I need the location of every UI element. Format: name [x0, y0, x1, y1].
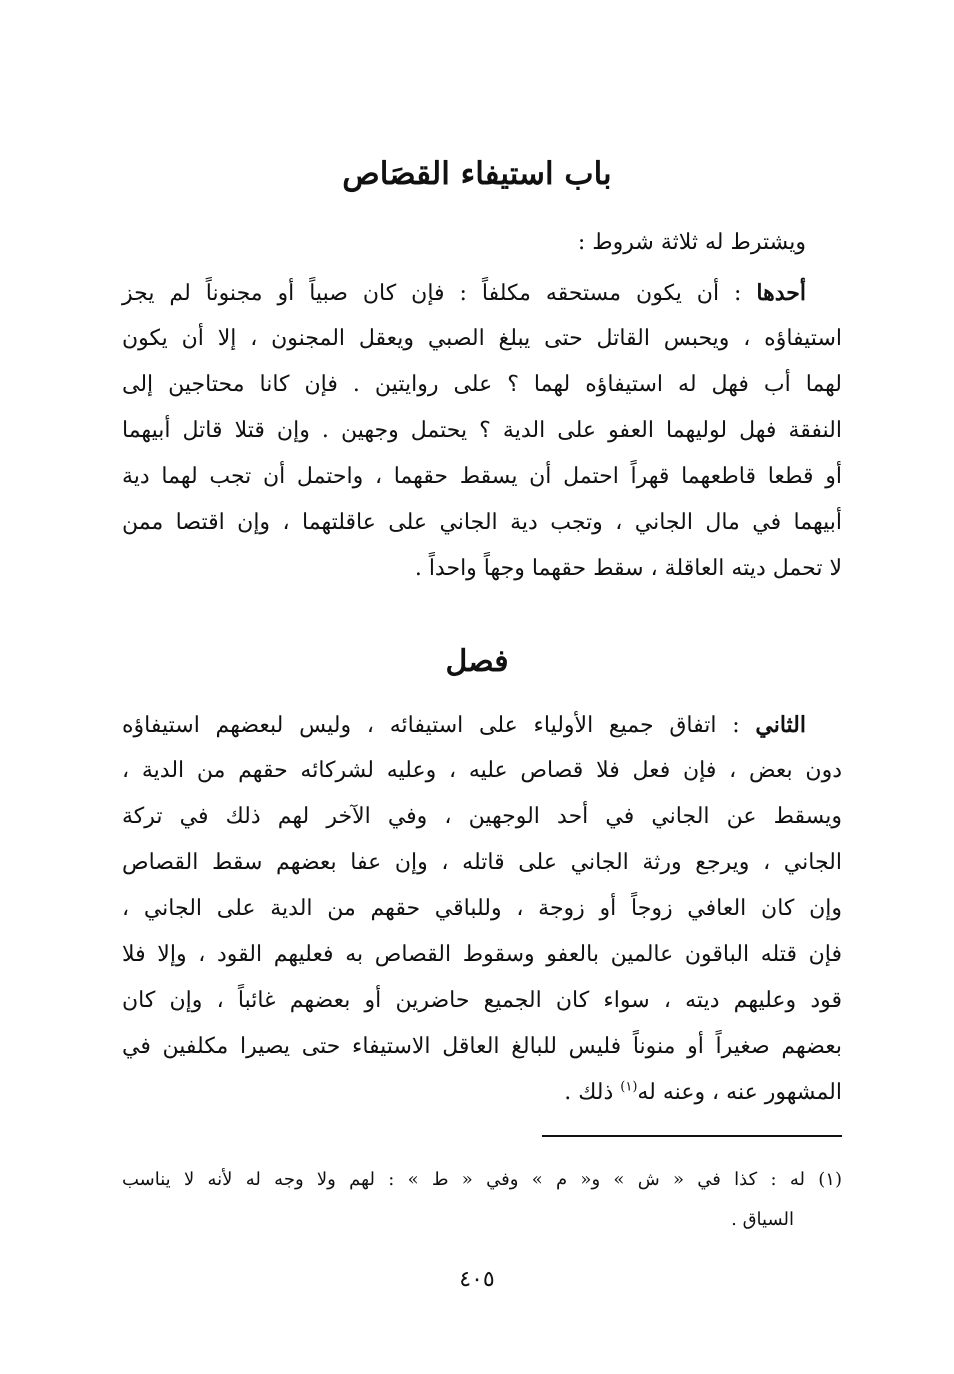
paragraph-line [122, 702, 842, 748]
paragraph-first-condition [122, 270, 842, 592]
footnote-reference: (١) [620, 1079, 638, 1095]
footnote-line: السياق . [731, 1209, 794, 1230]
footnote [122, 1160, 842, 1240]
paragraph-line-text: : اتفاق جميع الأولياء على استيفائه ، وليس لبعضهم استيفاؤه [122, 713, 756, 738]
chapter-title: باب استيفاء القصَاص [342, 156, 612, 192]
paragraph-line-text: : أن يكون مستحقه مكلفاً : فإن كان صبياً أو مجنوناً لم يجز [122, 281, 757, 306]
paragraph-line: بعضهم صغيراً أو منوناً فليس للبالغ العاقل الاستيفاء حتى يصيرا مكلفين في [122, 1034, 842, 1059]
page-number: ٤٠٥ [459, 1267, 495, 1292]
paragraph-line: أو قطعا قاطعهما قهراً احتمل أن يسقط حقهما ، واحتمل أن تجب لهما دية [122, 464, 842, 489]
paragraph-line-text: المشهور عنه ، وعنه له [637, 1080, 842, 1105]
paragraph-line: استيفاؤه ، ويحبس القاتل حتى يبلغ الصبي ويعقل المجنون ، إلا أن يكون [122, 326, 842, 351]
paragraph-second-condition [122, 702, 842, 1116]
section-heading: فصل [445, 644, 509, 679]
paragraph-line: ويسقط عن الجاني في أحد الوجهين ، وفي الآخر لهم ذلك في تركة [122, 804, 842, 829]
paragraph-line: دون بعض ، فإن فعل فلا قصاص عليه ، وعليه لشركائه حقهم من الدية ، [122, 758, 842, 783]
paragraph-line-text: ذلك . [564, 1080, 621, 1105]
paragraph-line: لهما أب فهل له استيفاؤه لهما ؟ على روايتين . فإن كانا محتاجين إلى [122, 372, 842, 397]
paragraph-line: وإن كان العافي زوجاً أو زوجة ، وللباقي حقهم من الدية على الجاني ، [122, 896, 842, 921]
footnote-line: (١) له : كذا في « ش » و« م » وفي « ط » : لهم ولا وجه له لأنه لا يناسب [122, 1169, 842, 1190]
paragraph-line: قود وعليهم ديته ، سواء كان الجميع حاضرين أو بعضهم غائباً ، وإن كان [122, 988, 842, 1013]
paragraph-lead-word: أحدها [756, 280, 806, 306]
paragraph-line: فإن قتله الباقون عالمين بالعفو وسقوط القصاص به فعليهم القود ، وإلا فلا [122, 942, 842, 967]
footnote-divider [542, 1135, 842, 1137]
paragraph-line: الجاني ، ويرجع ورثة الجاني على قاتله ، وإن عفا بعضهم سقط القصاص [122, 850, 842, 875]
paragraph-lead-word: الثاني [755, 712, 806, 738]
paragraph-line: أبيهما في مال الجاني ، وتجب دية الجاني على عاقلتهما ، وإن اقتصا ممن [122, 510, 842, 535]
paragraph-line [122, 1070, 842, 1116]
paragraph-line: النفقة فهل لوليهما العفو على الدية ؟ يحتمل وجهين . وإن قتلا قاتل أبيهما [122, 418, 842, 443]
paragraph-line: لا تحمل ديته العاقلة ، سقط حقهما وجهاً واحداً . [414, 556, 842, 581]
intro-line: ويشترط له ثلاثة شروط : [577, 230, 806, 255]
paragraph-line [122, 270, 842, 316]
